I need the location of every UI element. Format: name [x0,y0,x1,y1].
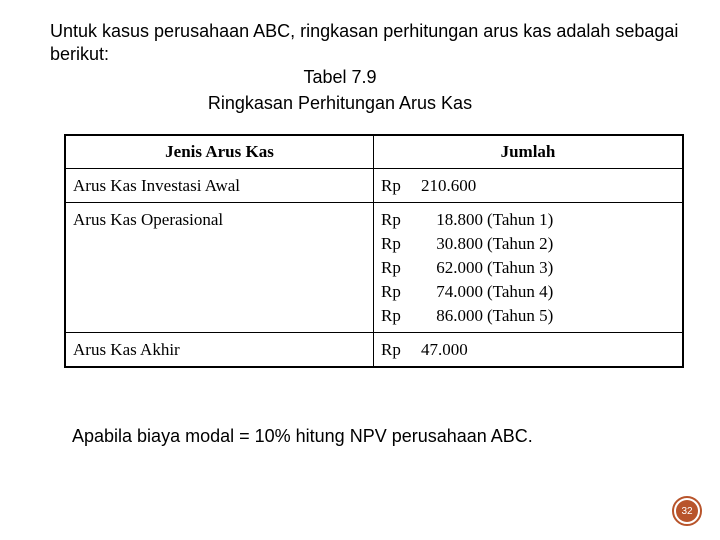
amount-value: 18.800 [436,210,483,229]
row-label-cell [65,169,374,203]
row-label: Arus Kas Akhir [73,340,180,359]
table-header-row [65,135,683,169]
row-amount-cell [374,333,684,368]
table-number: Tabel 7.9 [303,67,377,87]
row-label-cell [65,203,374,333]
operational-entry [381,304,674,328]
currency-label: Rp [381,176,401,195]
table-row [65,169,683,203]
row-label-cell [65,333,374,368]
header-amount: Jumlah [374,135,684,169]
operational-entry [381,208,674,232]
row-label: Arus Kas Investasi Awal [73,176,240,195]
operational-entry [381,256,674,280]
amount-value: 62.000 [436,258,483,277]
npv-question: Apabila biaya modal = 10% hitung NPV perusahaan ABC. [72,426,533,446]
cash-flow-table [64,134,684,368]
amount-value: 47.000 [421,340,468,359]
currency-label: Rp [381,258,401,277]
operational-entry [381,280,674,304]
intro-paragraph [50,20,690,66]
amount-value: 210.600 [421,176,477,195]
intro-prefix: Untuk kasus perusahaan ABC, [50,21,301,41]
amount-value: 74.000 [436,282,483,301]
currency-label: Rp [381,234,401,253]
amount-value: 30.800 [436,234,483,253]
amount-value: 86.000 [436,306,483,325]
currency-label: Rp [381,340,401,359]
currency-label: Rp [381,282,401,301]
period-label: (Tahun 3) [487,258,554,277]
period-label: (Tahun 2) [487,234,554,253]
operational-entry [381,232,674,256]
row-amount-cell [374,203,684,333]
page-number: 32 [676,500,698,522]
currency-label: Rp [381,306,401,325]
intro-emphasis: ringkasan perhitungan arus kas [300,21,552,41]
header-cash-flow-type: Jenis Arus Kas [65,135,374,169]
table-row [65,203,683,333]
intro-suffix: adalah sebagai berikut: [50,21,679,64]
table-title: Ringkasan Perhitungan Arus Kas [207,93,473,113]
period-label: (Tahun 1) [487,210,554,229]
table-row [65,333,683,368]
period-label: (Tahun 5) [487,306,554,325]
row-amount-cell [374,169,684,203]
page-number-badge [672,496,702,526]
row-label: Arus Kas Operasional [73,210,224,229]
currency-label: Rp [381,210,401,229]
period-label: (Tahun 4) [487,282,554,301]
